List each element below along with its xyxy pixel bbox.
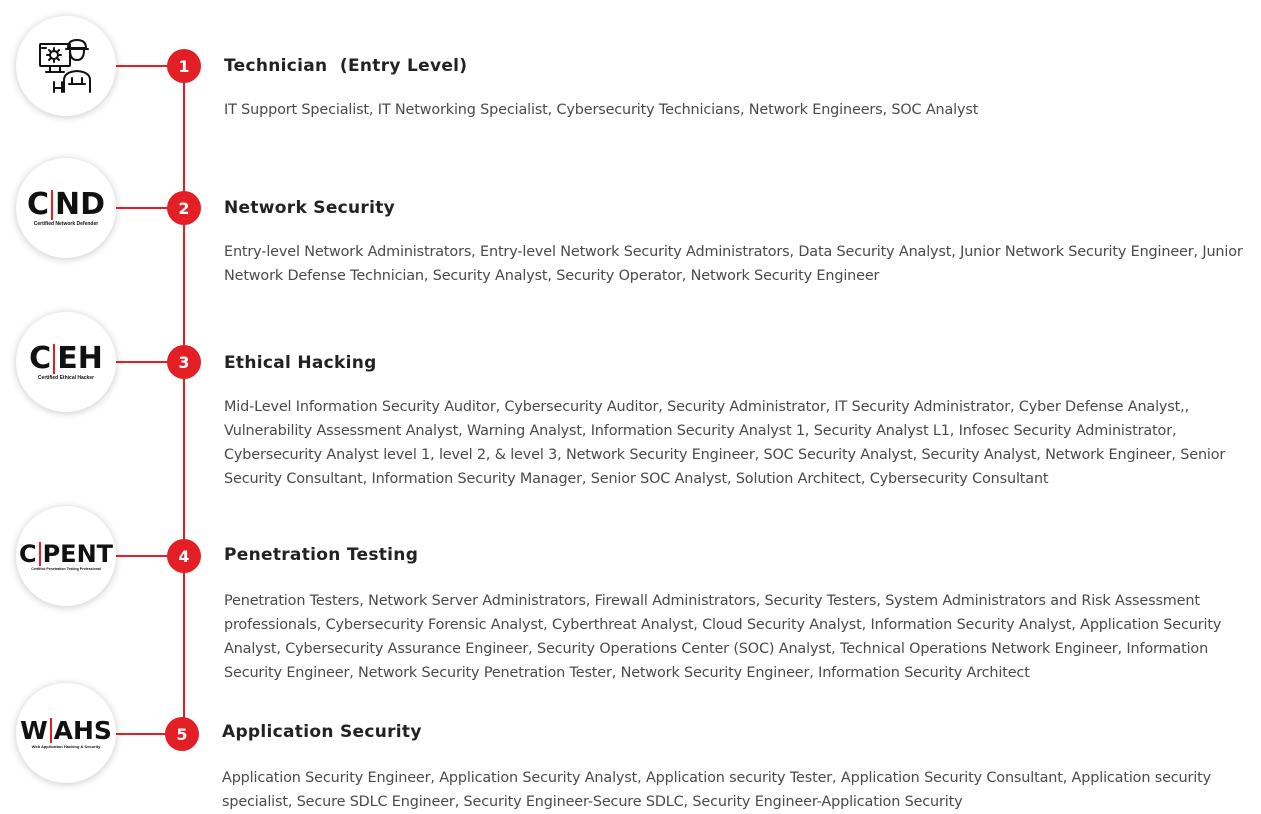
wahs-logo — [16, 683, 116, 783]
cpent-logo-subtitle: Certified Penetration Testing Professional — [31, 566, 101, 571]
ceh-logo-mark — [29, 340, 103, 381]
step-number-1: 1 — [167, 49, 201, 83]
connector-1 — [116, 65, 168, 67]
cpent-logo-right: PENT — [42, 539, 114, 568]
ceh-logo-subtitle: Certified Ethical Hacker — [37, 374, 95, 381]
technician-icon — [36, 36, 96, 96]
step-description-3: Mid-Level Information Security Auditor, Cybersecurity Auditor, Security Administrator, IT Security Administrator, Cyber Defense Analyst,, Vulnerability Assessment Analyst, Warning Analyst, Information Security Analyst 1, Security Analyst L1, Infosec Security Administrator, Cybersecurity Analyst level 1, level 2, & level 3, Network Security Engineer, SOC Security Analyst, Security Analyst, Network Engineer, Senior Security Consultant, Information Security Manager, Senior SOC Analyst, Solution Architect, Cybersecurity Consultant — [224, 399, 1226, 487]
connector-3 — [116, 361, 168, 363]
timeline-line — [183, 66, 185, 734]
ceh-logo-right: EH — [57, 340, 103, 376]
technician-logo — [16, 16, 116, 116]
step-title-4: Penetration Testing — [224, 545, 419, 565]
step-description-4: Penetration Testers, Network Server Administrators, Firewall Administrators, Security Testers, System Administrators and Risk Assessment professionals, Cybersecurity Forensic Analyst, Cyberthreat Analyst, Cloud Security Analyst, Information Security Analyst, Application Security Analyst, Cybersecurity Assurance Engineer, Security Operations Center (SOC) Analyst, Technical Operations Network Engineer, Information Security Engineer, Network Security Penetration Tester, Network Security Engineer, Information Security Architect — [224, 593, 1222, 681]
ceh-logo-left: C — [29, 340, 52, 376]
step-title-1: Technician (Entry Level) — [224, 56, 468, 76]
step-number-2: 2 — [167, 191, 201, 225]
cnd-logo-right: ND — [55, 186, 106, 222]
step-description-2: Entry-level Network Administrators, Entry-level Network Security Administrators, Data Security Analyst, Junior Network Security Engineer, Junior Network Defense Technician, Security Analyst, Security Operator, Network Security Engineer — [224, 244, 1243, 284]
cpent-logo-mark — [18, 539, 114, 571]
step-title-5: Application Security — [222, 722, 422, 742]
cpent-logo-left: C — [18, 539, 37, 568]
step-title-2: Network Security — [224, 198, 396, 218]
ceh-logo — [16, 312, 116, 412]
step-title-3: Ethical Hacking — [224, 353, 377, 373]
wahs-logo-mark — [20, 715, 112, 749]
step-number-5: 5 — [165, 717, 199, 751]
cpent-logo — [16, 506, 116, 606]
connector-5 — [116, 733, 168, 735]
step-description-1: IT Support Specialist, IT Networking Specialist, Cybersecurity Technicians, Network Engineers, SOC Analyst — [224, 102, 979, 118]
step-description-5: Application Security Engineer, Application Security Analyst, Application security Tester, Application Security Consultant, Application security specialist, Secure SDLC Engineer, Security Engineer-Secure SDLC, Security Engineer-Application Security — [222, 770, 1211, 810]
step-number-3: 3 — [167, 345, 201, 379]
wahs-logo-right: AHS — [53, 715, 112, 745]
cnd-logo-mark — [26, 186, 106, 227]
wahs-logo-left: W — [20, 715, 48, 745]
wahs-logo-subtitle: Web Application Hacking & Security — [31, 743, 101, 749]
cnd-logo — [16, 158, 116, 258]
cnd-logo-subtitle: Certified Network Defender — [33, 220, 99, 227]
step-number-4: 4 — [167, 539, 201, 573]
connector-4 — [116, 555, 168, 557]
connector-2 — [116, 207, 168, 209]
cnd-logo-left: C — [26, 186, 49, 222]
